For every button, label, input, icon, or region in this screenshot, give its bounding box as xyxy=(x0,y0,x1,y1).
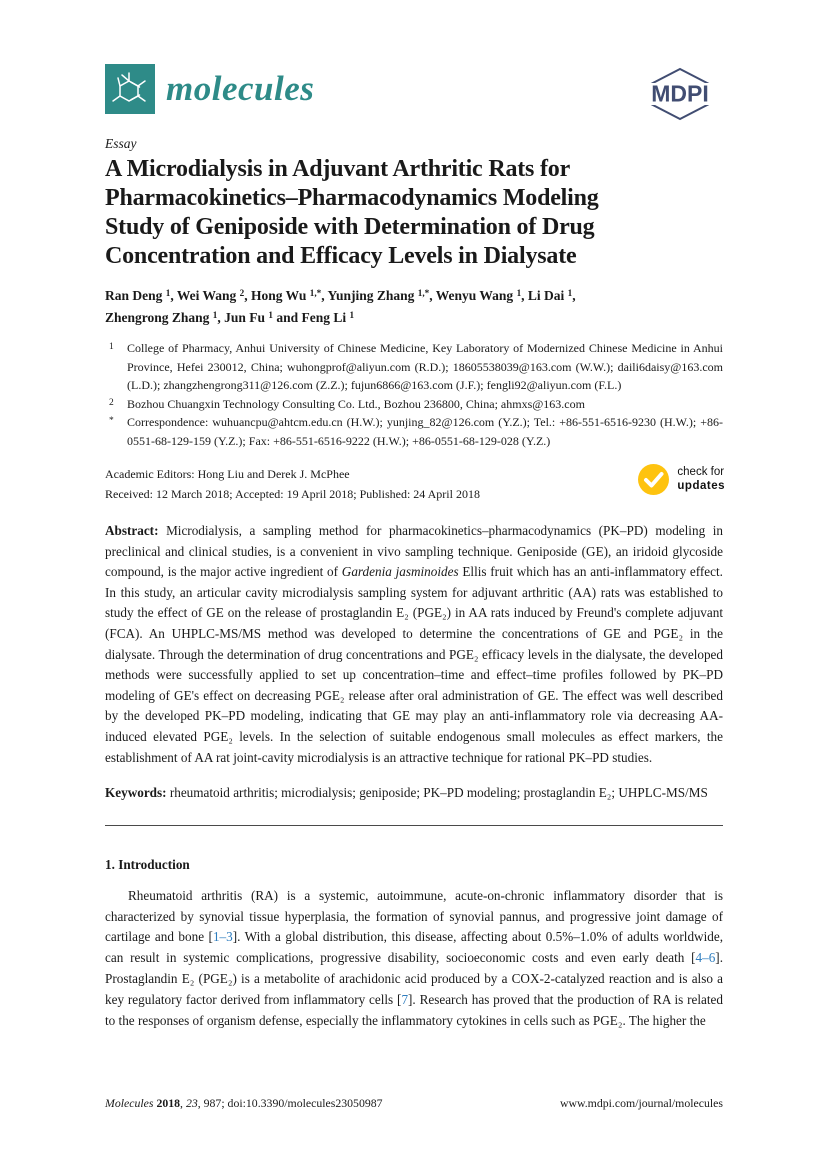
academic-editors: Academic Editors: Hong Liu and Derek J. McPhee xyxy=(105,467,350,482)
citation-link[interactable]: 4–6 xyxy=(695,950,716,966)
abstract-paragraph: Abstract: Microdialysis, a sampling method for pharmacokinetics–pharmacodynamics (PK–PD) modeling in preclinical and clinical studies, is a convenient in vivo sampling technique. Geniposide (GE), an iridoid glycoside compound, is the major active ingredient of Gardenia jasminoides Ellis fruit which has an anti-inflammatory effect. In this study, an articular cavity microdialysis sampling system for adjuvant arthritic (AA) rats was established to study the effect of GE on the release of prostaglandin E₂ (PGE₂) in AA rats induced by Freund's complete adjuvant (FCA). An UHPLC-MS/MS method was developed to determine the concentrations of GE and PGE₂ in the dialysate. Through the determination of drug concentrations and PGE₂ efficacy levels in the dialysate, the developed methods were successfully applied to set up concentration–time and effect–time profiles followed by PK–PD modeling of GE's effect on decreasing PGE₂ release after oral administration of GE. The effect was well described by the developed PK–PD modeling, indicating that GE may play an anti-inflammatory role via decreasing AA-induced elevated PGE₂ levels. In the selection of suitable endogenous small molecules as effect markers, the establishment of AA rat joint-cavity microdialysis is an attractive technique for rational PK–PD studies. xyxy=(105,523,723,765)
article-type: Essay xyxy=(105,136,137,151)
editors-dates-block xyxy=(105,465,723,504)
citation-link[interactable]: 7 xyxy=(401,992,409,1008)
affiliation-list xyxy=(105,339,723,450)
dates-line: Received: 12 March 2018; Accepted: 19 April 2018; Published: 24 April 2018 xyxy=(105,486,480,501)
journal-name: molecules xyxy=(166,69,315,108)
affiliation-item xyxy=(105,395,723,413)
section-divider xyxy=(105,825,723,826)
page-footer xyxy=(105,1096,723,1111)
page-header xyxy=(105,64,723,122)
mdpi-logo xyxy=(637,66,723,122)
mdpi-logo-text: MDPI xyxy=(651,80,709,107)
author-list: Ran Deng $^1$, Wei Wang $^2$, Hong Wu $^{1,*}$, Yunjing Zhang $^{1,*}$, Wenyu Wang $^1$, Li Dai $^1$, Zhengrong Zhang $^1$, Jun Fu $^1$ and Feng Li $^1$ xyxy=(105,288,576,325)
footer-journal-url[interactable]: www.mdpi.com/journal/molecules xyxy=(559,1096,723,1110)
affiliation-text: College of Pharmacy, Anhui University of Chinese Medicine, Key Laboratory of Modernized Chinese Medicine in Anhui Province, Hefei 230012, China; wuhongprof@aliyun.com (R.D.); 18605538039@163.com (W.W.); daili6daisy@163.com (L.D.); zhangzhengrong311@126.com (Z.Z.); fujun6866@163.com (J.F.); fengli92@aliyun.com (F.L.) xyxy=(127,341,723,393)
keywords-paragraph: Keywords: rheumatoid arthritis; microdialysis; geniposide; PK–PD modeling; prostaglandin E₂; UHPLC-MS/MS xyxy=(105,785,708,801)
affiliation-item xyxy=(105,339,723,394)
affiliation-text: Bozhou Chuangxin Technology Consulting Co. Ltd., Bozhou 236800, China; ahmxs@163.com xyxy=(127,396,585,411)
affiliation-marker: 2 xyxy=(109,397,114,408)
check-for-updates-badge[interactable] xyxy=(637,463,725,496)
molecules-brand xyxy=(105,64,314,114)
introduction-paragraph: Rheumatoid arthritis (RA) is a systemic, autoimmune, acute-on-chronic inflammatory disorder that is characterized by synovial tissue hyperplasia, the formation of synovial pannus, and progressive joint damage of cartilage and bone [1–3]. With a global distribution, this disease, affecting about 0.5%–1.0% of adults worldwide, can result in systemic complications, progressive disability, socioeconomic costs and even early death [4–6]. Prostaglandin E₂ (PGE₂) is a metabolite of arachidonic acid produced by a COX-2-catalyzed reaction and is also a key regulatory factor derived from inflammatory cells [7]. Research has proved that the production of RA is related to the responses of organism defense, especially the inflammatory cytokines in cells such as PGE₂. The higher the xyxy=(105,887,723,1028)
footer-citation: Molecules 2018, 23, 987; doi:10.3390/molecules23050987 xyxy=(105,1096,383,1110)
molecules-logo-icon xyxy=(105,64,155,114)
check-circle-icon xyxy=(637,463,670,496)
affiliation-text: Correspondence: wuhuancpu@ahtcm.edu.cn (H.W.); yunjing_82@126.com (Y.Z.); Tel.: +86-551-6516-9230 (H.W.); +86-0551-68-129-159 (Y.Z.); Fax: +86-551-6516-9222 (H.W.); +86-0551-68-129-028 (Y.Z.) xyxy=(127,415,723,448)
citation-link[interactable]: 1–3 xyxy=(212,929,233,945)
section-heading-introduction: 1. Introduction xyxy=(105,856,190,872)
affiliation-item xyxy=(105,413,723,450)
affiliation-marker: 1 xyxy=(109,342,114,353)
article-title: A Microdialysis in Adjuvant Arthritic Rats for Pharmacokinetics–Pharmacodynamics Modeling Study of Geniposide with Determination of Drug Concentration and Efficacy Levels in Dialysate xyxy=(105,156,599,270)
affiliation-marker: * xyxy=(109,416,114,427)
check-for-updates-label: check for updates xyxy=(677,466,725,492)
